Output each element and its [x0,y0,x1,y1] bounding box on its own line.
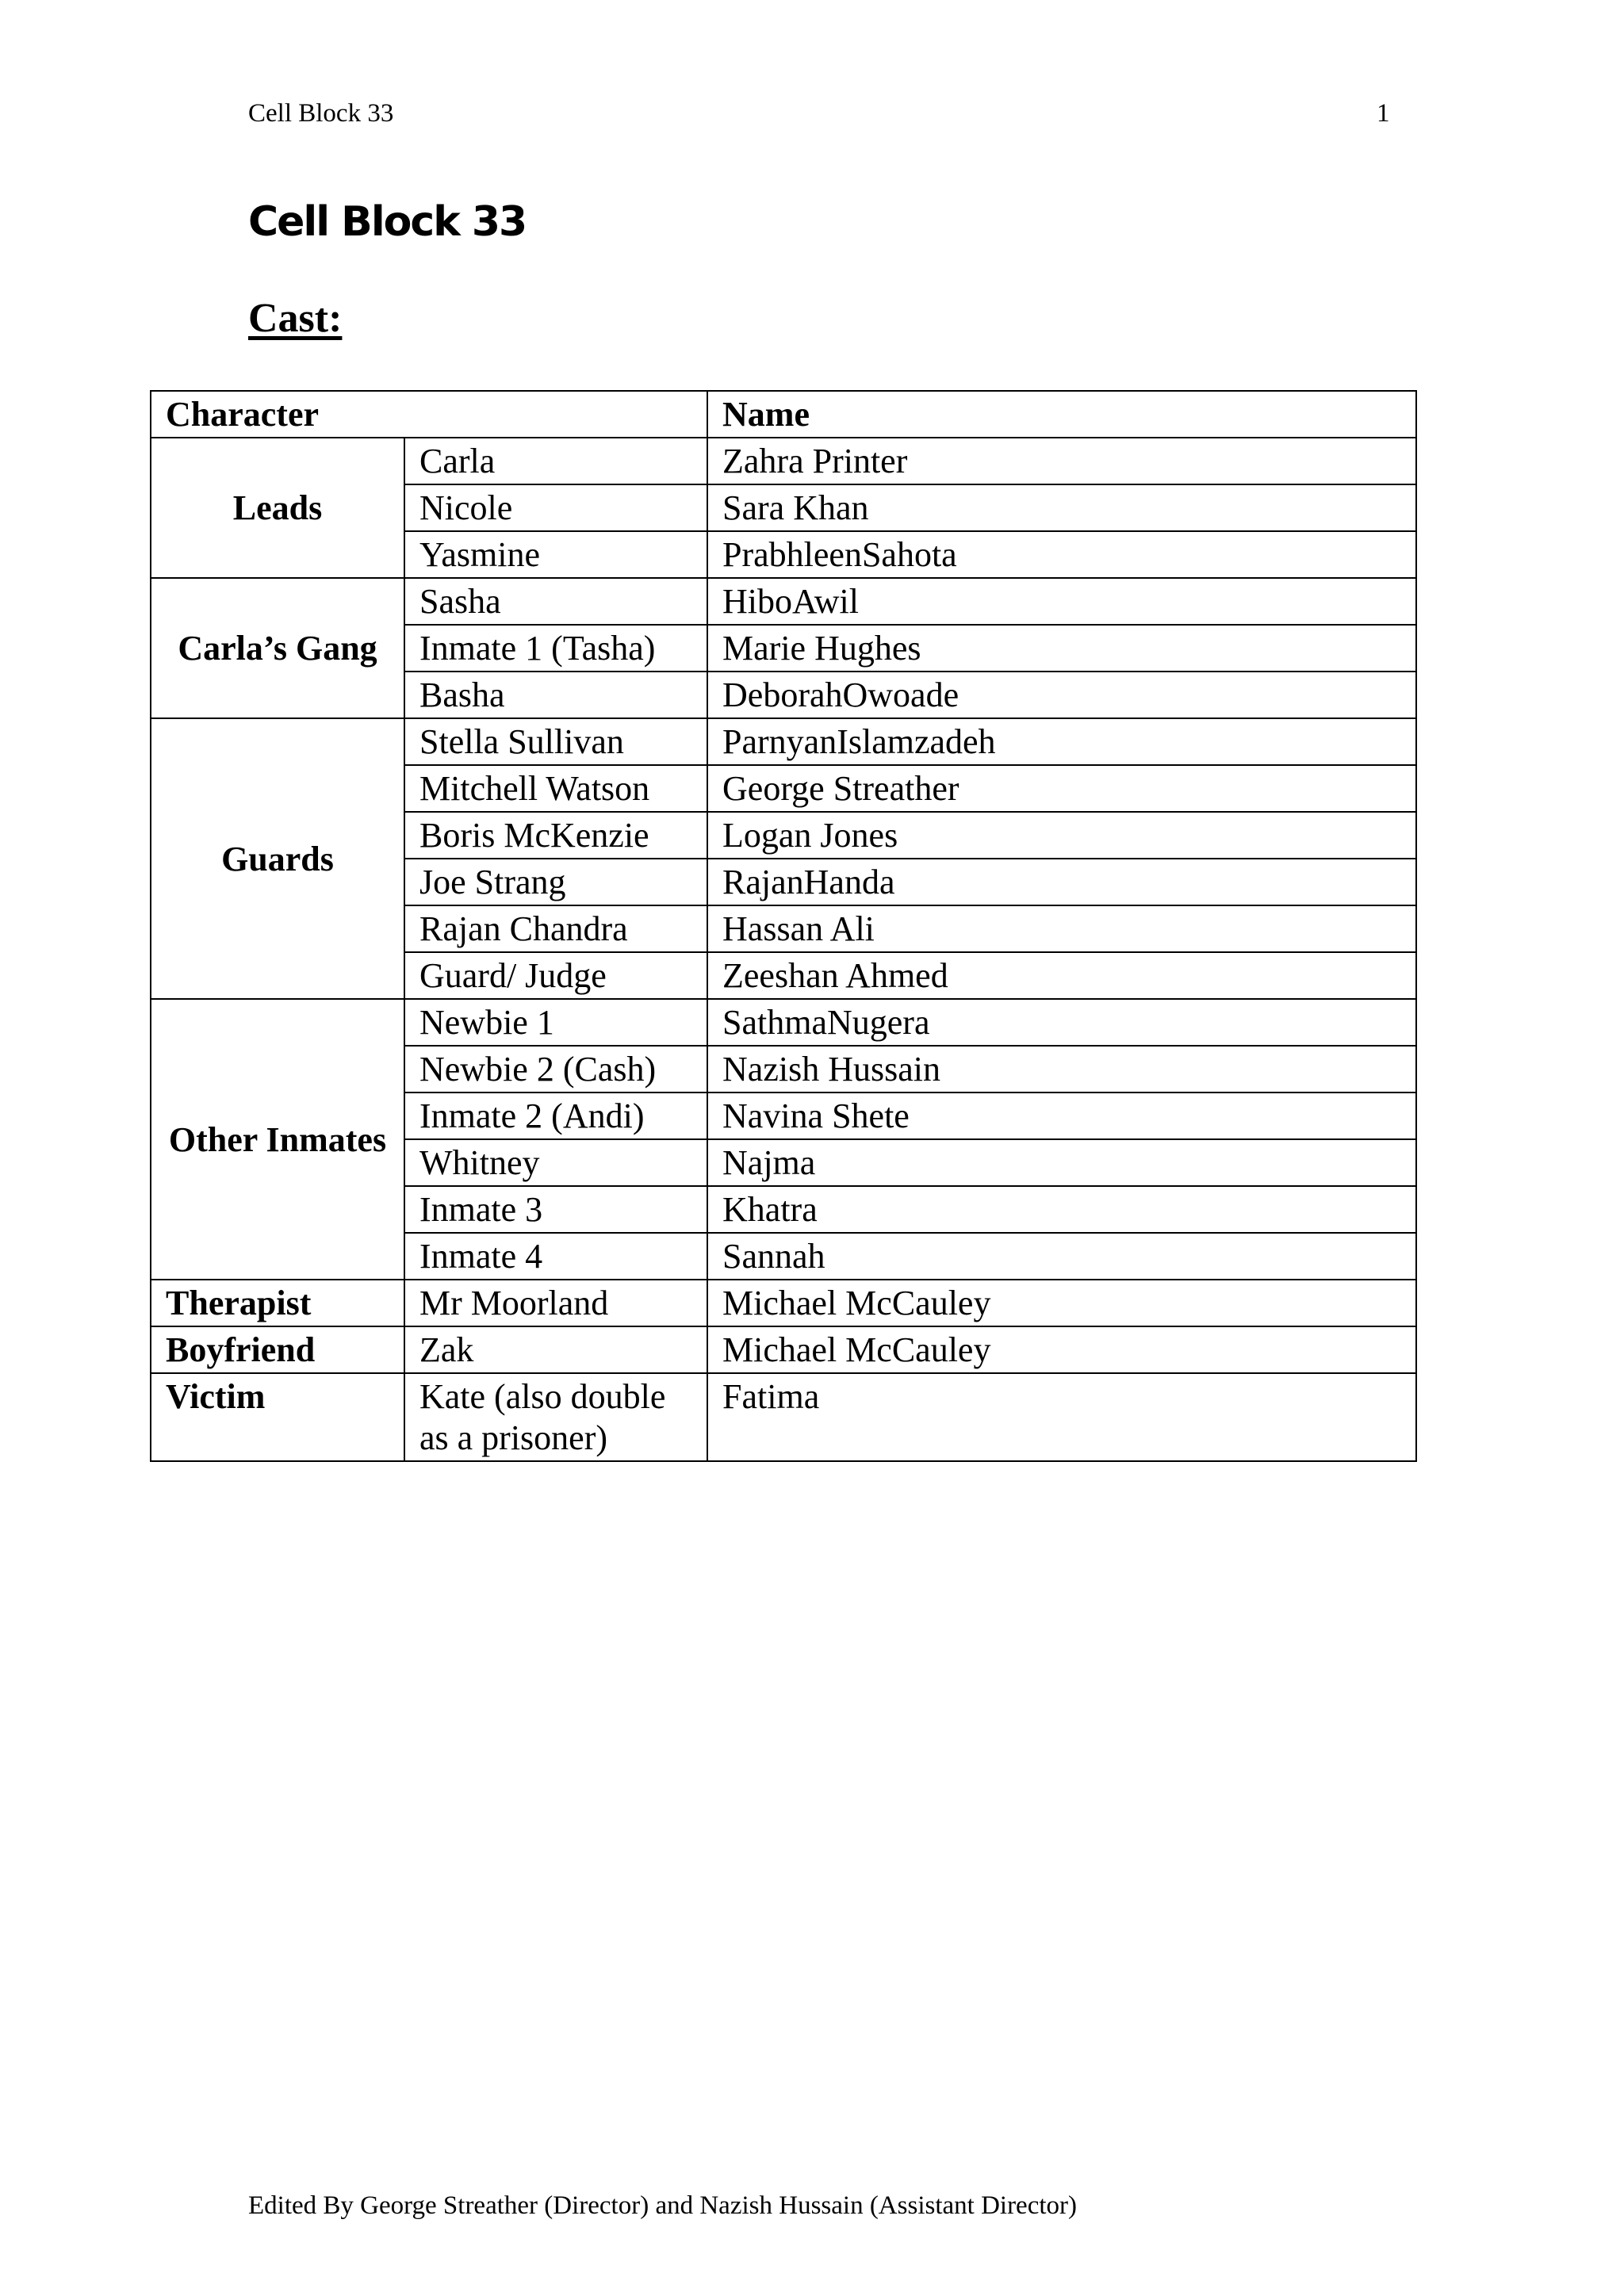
character-cell: Inmate 1 (Tasha) [404,625,707,672]
character-cell: Guard/ Judge [404,952,707,999]
character-cell: Rajan Chandra [404,905,707,952]
character-cell: Zak [404,1326,707,1373]
group-label-other-inmates: Other Inmates [151,999,404,1280]
actor-cell: Michael McCauley [707,1326,1416,1373]
table-row [151,1326,1416,1373]
actor-cell: Zeeshan Ahmed [707,952,1416,999]
character-cell: Mitchell Watson [404,765,707,812]
cast-table [150,390,1417,1462]
actor-cell: George Streather [707,765,1416,812]
actor-cell: Najma [707,1139,1416,1186]
character-cell: Kate (also double as a prisoner) [404,1373,707,1461]
table-row [151,999,1416,1046]
actor-cell: DeborahOwoade [707,672,1416,718]
column-header-character: Character [151,391,707,438]
table-row [151,578,1416,625]
character-cell: Inmate 4 [404,1233,707,1280]
character-cell: Whitney [404,1139,707,1186]
table-row [151,1373,1416,1461]
role-label-victim: Victim [151,1373,404,1461]
table-row [151,438,1416,484]
character-cell: Stella Sullivan [404,718,707,765]
table-header-row [151,391,1416,438]
running-header: Cell Block 33 [248,99,394,128]
character-cell: Joe Strang [404,859,707,905]
character-cell: Boris McKenzie [404,812,707,859]
character-cell: Carla [404,438,707,484]
actor-cell: Navina Shete [707,1093,1416,1139]
character-cell: Mr Moorland [404,1280,707,1326]
character-cell: Yasmine [404,531,707,578]
actor-cell: Hassan Ali [707,905,1416,952]
actor-cell: Logan Jones [707,812,1416,859]
table-row [151,1280,1416,1326]
column-header-name: Name [707,391,1416,438]
character-cell: Newbie 1 [404,999,707,1046]
group-label-leads: Leads [151,438,404,578]
group-label-carlas-gang: Carla’s Gang [151,578,404,718]
actor-cell: PrabhleenSahota [707,531,1416,578]
actor-cell: SathmaNugera [707,999,1416,1046]
cast-heading: Cast: [248,296,343,341]
actor-cell: Michael McCauley [707,1280,1416,1326]
actor-cell: HiboAwil [707,578,1416,625]
page-number: 1 [1377,99,1390,128]
character-cell: Newbie 2 (Cash) [404,1046,707,1093]
actor-cell: Khatra [707,1186,1416,1233]
character-cell: Basha [404,672,707,718]
character-cell: Sasha [404,578,707,625]
character-cell: Inmate 3 [404,1186,707,1233]
actor-cell: Zahra Printer [707,438,1416,484]
table-row [151,718,1416,765]
character-cell: Inmate 2 (Andi) [404,1093,707,1139]
actor-cell: RajanHanda [707,859,1416,905]
document-title: Cell Block 33 [248,198,527,246]
role-label-boyfriend: Boyfriend [151,1326,404,1373]
actor-cell: Nazish Hussain [707,1046,1416,1093]
footer-credits: Edited By George Streather (Director) and Nazish Hussain (Assistant Director) [248,2191,1077,2220]
group-label-guards: Guards [151,718,404,999]
actor-cell: Fatima [707,1373,1416,1461]
role-label-therapist: Therapist [151,1280,404,1326]
actor-cell: Sannah [707,1233,1416,1280]
actor-cell: ParnyanIslamzadeh [707,718,1416,765]
actor-cell: Sara Khan [707,484,1416,531]
actor-cell: Marie Hughes [707,625,1416,672]
character-cell: Nicole [404,484,707,531]
